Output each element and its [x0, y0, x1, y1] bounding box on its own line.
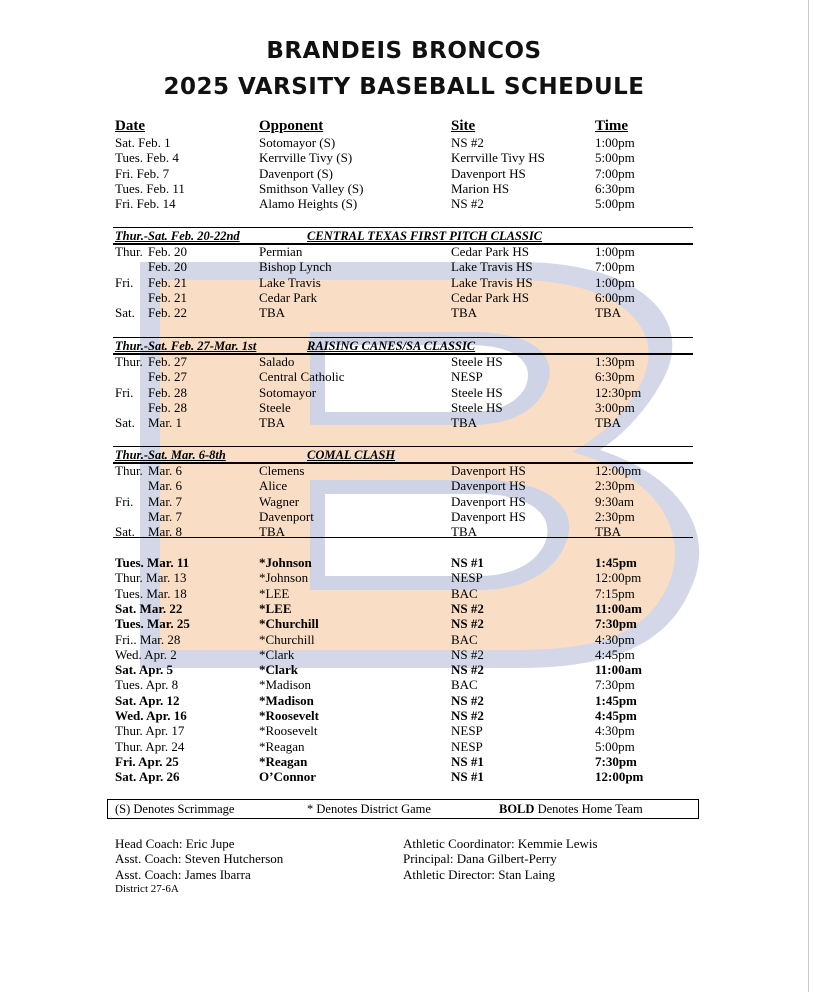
game-opponent: *Churchill	[259, 616, 319, 632]
game-opponent: *Reagan	[259, 738, 305, 754]
game-opponent: *Roosevelt	[259, 723, 318, 739]
game-date: Fri. Feb. 14	[115, 196, 176, 212]
tournament-top-rule	[113, 337, 693, 338]
game-time: 12:00pm	[595, 570, 642, 586]
staff-athletic-director: Athletic Director: Stan Laing	[403, 867, 555, 882]
game-opponent: Steele	[259, 399, 291, 415]
game-opponent: Davenport (S)	[259, 165, 334, 181]
game-time: 7:30pm	[595, 677, 635, 693]
game-opponent: *Churchill	[259, 631, 315, 647]
game-day: Sat.	[115, 524, 135, 540]
game-site: NS #2	[451, 646, 484, 662]
game-time: 5:00pm	[595, 150, 635, 166]
game-date: Tues. Feb. 4	[115, 150, 179, 166]
game-time: 1:45pm	[595, 692, 637, 708]
game-site: BAC	[451, 631, 478, 647]
game-opponent: Sotomayor (S)	[259, 135, 336, 150]
game-time: 3:00pm	[595, 399, 635, 415]
game-date: Sat. Mar. 22	[115, 600, 183, 616]
game-date: Feb. 22	[148, 305, 187, 321]
game-opponent: Central Catholic	[259, 369, 345, 385]
legend-bold-word: BOLD	[499, 802, 535, 816]
column-header-site: Site	[451, 118, 476, 134]
legend-district: * Denotes District Game	[307, 802, 431, 816]
game-site: TBA	[451, 415, 477, 431]
game-time: 11:00am	[595, 662, 642, 678]
game-time: 1:00pm	[595, 135, 635, 150]
game-opponent: Clemens	[259, 463, 305, 478]
game-site: NESP	[451, 738, 483, 754]
game-site: NESP	[451, 570, 483, 586]
game-date: Feb. 28	[148, 384, 187, 400]
game-site: TBA	[451, 305, 477, 321]
game-date: Fri. Feb. 7	[115, 165, 170, 181]
game-time: 4:30pm	[595, 723, 635, 739]
game-site: NS #2	[451, 692, 484, 708]
game-date: Wed. Apr. 16	[115, 708, 187, 723]
game-time: TBA	[595, 415, 621, 431]
game-time: TBA	[595, 524, 621, 540]
game-site: Cedar Park HS	[451, 289, 529, 305]
game-opponent: *LEE	[259, 600, 292, 616]
game-opponent: Sotomayor	[259, 384, 317, 400]
game-opponent: *Johnson	[259, 555, 312, 570]
game-opponent: *Madison	[259, 677, 311, 693]
team-title: BRANDEIS BRONCOS	[266, 38, 542, 64]
game-date: Feb. 20	[148, 244, 187, 259]
game-time: 7:15pm	[595, 585, 635, 601]
column-header-time: Time	[595, 118, 629, 134]
tournament-dates: Thur.-Sat. Feb. 27-Mar. 1st	[115, 339, 257, 353]
game-site: Lake Travis HS	[451, 259, 533, 275]
game-date: Tues. Mar. 18	[115, 585, 187, 601]
game-site: NS #1	[451, 769, 484, 785]
game-opponent: *LEE	[259, 585, 290, 601]
game-date: Feb. 27	[148, 369, 187, 385]
tournament-name: COMAL CLASH	[307, 448, 396, 462]
game-date: Thur. Apr. 24	[115, 738, 185, 754]
game-opponent: *Johnson	[259, 570, 309, 586]
game-opponent: Wagner	[259, 493, 300, 509]
game-time: 4:30pm	[595, 631, 635, 647]
staff-asst-coach-1: Asst. Coach: Steven Hutcherson	[115, 851, 284, 866]
game-opponent: *Roosevelt	[259, 708, 319, 723]
game-site: NS #2	[451, 616, 484, 632]
game-site: NS #1	[451, 555, 484, 570]
game-opponent: TBA	[259, 305, 285, 321]
game-time: 7:30pm	[595, 753, 637, 769]
staff-athletic-coordinator: Athletic Coordinator: Kemmie Lewis	[403, 836, 598, 851]
game-site: Marion HS	[451, 180, 510, 196]
game-date: Wed. Apr. 2	[115, 646, 177, 662]
game-date: Sat. Apr. 5	[115, 662, 174, 678]
game-date: Tues. Feb. 11	[115, 180, 185, 196]
game-time: 2:30pm	[595, 508, 635, 524]
game-site: TBA	[451, 524, 477, 540]
game-opponent: Bishop Lynch	[259, 259, 332, 275]
game-site: Davenport HS	[451, 508, 526, 524]
game-date: Tues. Apr. 8	[115, 677, 179, 693]
game-opponent: Cedar Park	[259, 289, 318, 305]
game-site: Davenport HS	[451, 165, 526, 181]
tournament-top-rule	[113, 227, 693, 228]
game-day: Sat.	[115, 305, 135, 321]
game-opponent: TBA	[259, 524, 285, 540]
game-date: Sat. Apr. 12	[115, 692, 180, 708]
game-site: NESP	[451, 723, 483, 739]
game-date: Mar. 6	[148, 478, 182, 494]
tournament-name: RAISING CANES/SA CLASSIC	[307, 339, 476, 353]
game-date: Feb. 28	[148, 399, 187, 415]
game-time: 12:30pm	[595, 384, 642, 400]
game-date: Feb. 20	[148, 259, 187, 275]
game-date: Feb. 27	[148, 354, 187, 369]
game-time: 6:00pm	[595, 289, 635, 305]
game-time: 9:30am	[595, 493, 634, 509]
tournament-dates: Thur.-Sat. Mar. 6-8th	[115, 448, 226, 462]
column-header-date: Date	[115, 118, 145, 134]
legend-home-text: Denotes Home Team	[534, 802, 643, 816]
game-date: Mar. 1	[148, 415, 182, 431]
game-opponent: *Madison	[259, 692, 314, 708]
game-time: 6:30pm	[595, 369, 635, 385]
game-site: Davenport HS	[451, 493, 526, 509]
game-site: NS #1	[451, 753, 484, 769]
game-opponent: Alice	[259, 478, 288, 494]
game-date: Mar. 8	[148, 524, 182, 540]
game-time: 5:00pm	[595, 196, 635, 212]
game-site: BAC	[451, 585, 478, 601]
game-time: 12:00pm	[595, 463, 642, 478]
game-time: 4:45pm	[595, 708, 637, 723]
game-date: Sat. Apr. 26	[115, 769, 180, 785]
game-site: NS #2	[451, 135, 484, 150]
game-opponent: Smithson Valley (S)	[259, 180, 364, 196]
game-opponent: Alamo Heights (S)	[259, 196, 358, 212]
game-date: Thur. Apr. 17	[115, 723, 185, 739]
game-opponent: Kerrville Tivy (S)	[259, 150, 353, 166]
game-date: Mar. 7	[148, 493, 182, 509]
game-site: NS #2	[451, 662, 484, 678]
game-site: Davenport HS	[451, 478, 526, 494]
game-time: 1:00pm	[595, 244, 635, 259]
game-opponent: Lake Travis	[259, 274, 321, 290]
game-opponent: TBA	[259, 415, 285, 431]
game-date: Mar. 7	[148, 508, 182, 524]
game-date: Feb. 21	[148, 274, 187, 290]
game-time: 5:00pm	[595, 738, 635, 754]
staff-head-coach: Head Coach: Eric Jupe	[115, 836, 235, 851]
game-site: Davenport HS	[451, 463, 526, 478]
game-opponent: *Reagan	[259, 753, 308, 769]
page-edge	[808, 0, 809, 992]
game-date: Thur. Mar. 13	[115, 570, 187, 586]
tournament-dates: Thur.-Sat. Feb. 20-22nd	[115, 229, 240, 243]
game-time: 12:00pm	[595, 769, 644, 785]
game-site: Cedar Park HS	[451, 244, 529, 259]
district-label: District 27-6A	[115, 883, 179, 895]
game-site: Steele HS	[451, 384, 503, 400]
game-site: NS #2	[451, 600, 484, 616]
game-day: Fri.	[115, 274, 134, 290]
game-date: Fri.. Mar. 28	[115, 631, 181, 647]
game-day: Sat.	[115, 415, 135, 431]
game-day: Fri.	[115, 384, 134, 400]
game-time: 7:30pm	[595, 616, 637, 632]
game-time: 6:30pm	[595, 180, 635, 196]
game-site: Steele HS	[451, 399, 503, 415]
game-opponent: O’Connor	[259, 769, 317, 785]
game-date: Mar. 6	[148, 463, 182, 478]
schedule-title: 2025 VARSITY BASEBALL SCHEDULE	[163, 74, 645, 100]
game-opponent: *Clark	[259, 646, 295, 662]
game-site: NESP	[451, 369, 483, 385]
game-date: Feb. 21	[148, 289, 187, 305]
district-top-rule	[113, 537, 693, 538]
game-time: 7:00pm	[595, 165, 635, 181]
game-site: NS #2	[451, 196, 484, 212]
game-opponent: Salado	[259, 354, 295, 369]
game-site: Steele HS	[451, 354, 503, 369]
tournament-top-rule	[113, 446, 693, 447]
game-day: Thur.	[115, 244, 143, 259]
tournament-name: CENTRAL TEXAS FIRST PITCH CLASSIC	[307, 229, 543, 243]
game-site: BAC	[451, 677, 478, 693]
legend-home	[499, 802, 643, 817]
game-day: Fri.	[115, 493, 134, 509]
staff-asst-coach-2: Asst. Coach: James Ibarra	[115, 867, 251, 882]
game-time: 1:00pm	[595, 274, 635, 290]
game-opponent: Permian	[259, 244, 303, 259]
game-date: Tues. Mar. 25	[115, 616, 190, 632]
game-time: 2:30pm	[595, 478, 635, 494]
game-date: Tues. Mar. 11	[115, 555, 190, 570]
game-site: Lake Travis HS	[451, 274, 533, 290]
game-time: 4:45pm	[595, 646, 635, 662]
game-time: 7:00pm	[595, 259, 635, 275]
game-site: NS #2	[451, 708, 484, 723]
game-site: Kerrville Tivy HS	[451, 150, 545, 166]
staff-principal: Principal: Dana Gilbert-Perry	[403, 851, 557, 866]
legend-box	[107, 799, 699, 819]
game-opponent: Davenport	[259, 508, 314, 524]
legend-scrimmage: (S) Denotes Scrimmage	[115, 802, 235, 816]
game-day: Thur.	[115, 463, 143, 478]
game-day: Thur.	[115, 354, 143, 369]
game-date: Sat. Feb. 1	[115, 135, 171, 150]
game-time: TBA	[595, 305, 621, 321]
game-date: Fri. Apr. 25	[115, 753, 179, 769]
game-opponent: *Clark	[259, 662, 298, 678]
column-header-opponent: Opponent	[259, 118, 324, 134]
game-time: 11:00am	[595, 600, 642, 616]
game-time: 1:30pm	[595, 354, 635, 369]
game-time: 1:45pm	[595, 555, 637, 570]
